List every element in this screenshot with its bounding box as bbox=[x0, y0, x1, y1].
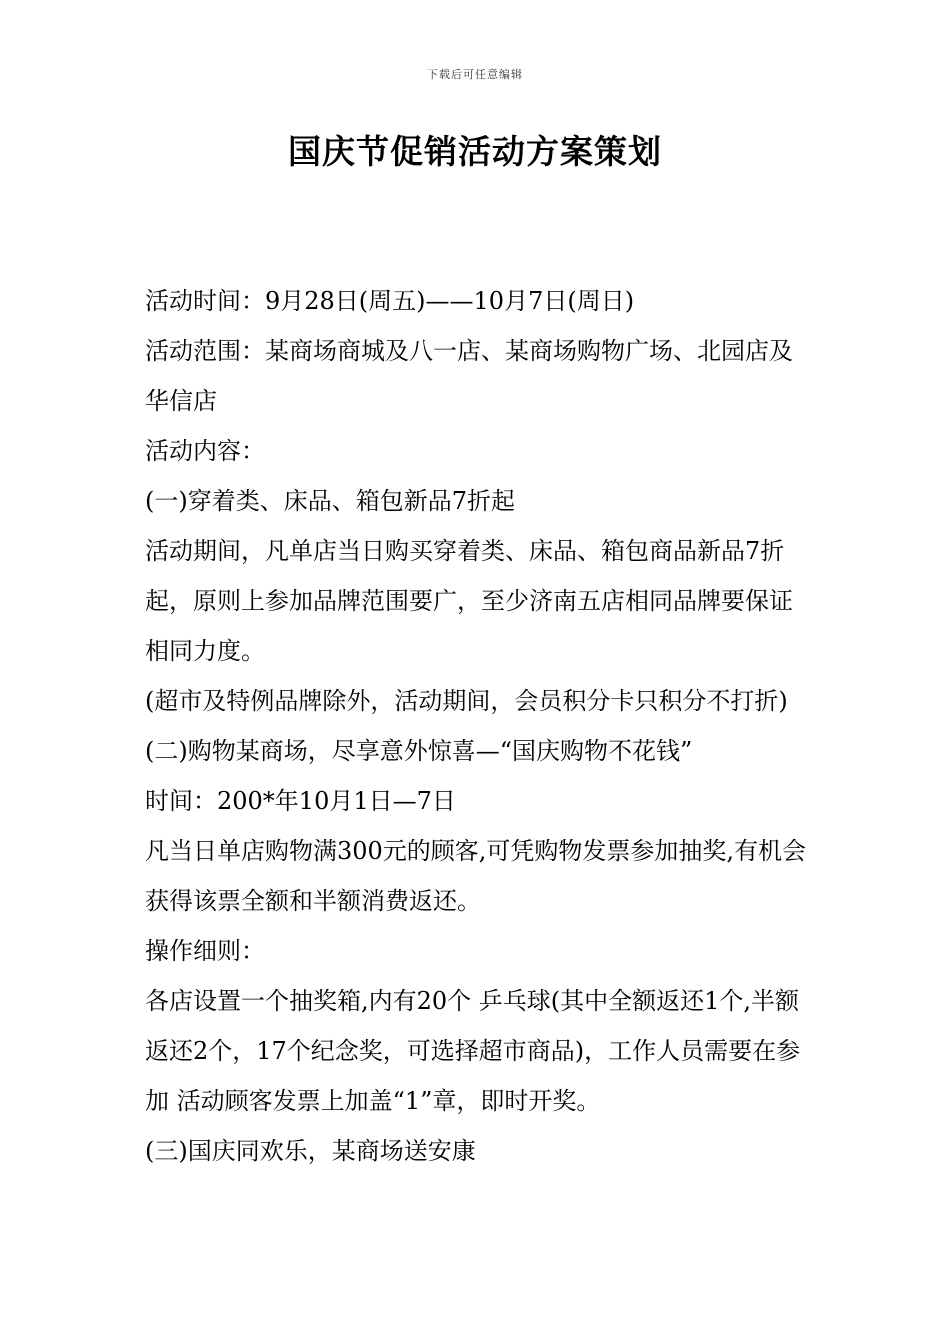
paragraph-discount-details: 活动期间，凡单店当日购买穿着类、床品、箱包商品新品7折起，原则上参加品牌范围要广，至少济南五店相同品牌要保证相同力度。 bbox=[145, 537, 793, 665]
paragraph-exclusion-note: (超市及特例品牌除外，活动期间，会员积分卡只积分不打折) bbox=[145, 687, 788, 715]
paragraph-activity-content-heading: 活动内容： bbox=[145, 437, 265, 465]
paragraph-activity-time: 活动时间：9月28日(周五)——10月7日(周日) bbox=[145, 287, 635, 315]
section-heading-2: (二)购物某商场，尽享意外惊喜—“国庆购物不花钱” bbox=[145, 737, 693, 765]
paragraph-activity-scope: 活动范围：某商场商城及八一店、某商场购物广场、北园店及华信店 bbox=[145, 337, 793, 415]
document-title: 国庆节促销活动方案策划 bbox=[288, 132, 662, 171]
paragraph-lottery-time: 时间：200*年10月1日—7日 bbox=[145, 787, 456, 815]
paragraph-lottery-rule: 凡当日单店购物满300元的顾客,可凭购物发票参加抽奖,有机会获得该票全额和半额消费返还。 bbox=[145, 837, 807, 915]
section-heading-3: (三)国庆同欢乐，某商场送安康 bbox=[145, 1137, 476, 1165]
paragraph-operation-heading: 操作细则： bbox=[145, 937, 265, 965]
section-heading-1: (一)穿着类、床品、箱包新品7折起 bbox=[145, 487, 515, 515]
page-header-note: 下载后可任意编辑 bbox=[427, 68, 523, 81]
paragraph-operation-details: 各店设置一个抽奖箱,内有20个 乒乓球(其中全额返还1个,半额返还2个，17个纪念奖，可选择超市商品)，工作人员需要在参加 活动顾客发票上加盖“1”章，即时开奖。 bbox=[145, 987, 801, 1115]
document-body bbox=[145, 276, 815, 1176]
